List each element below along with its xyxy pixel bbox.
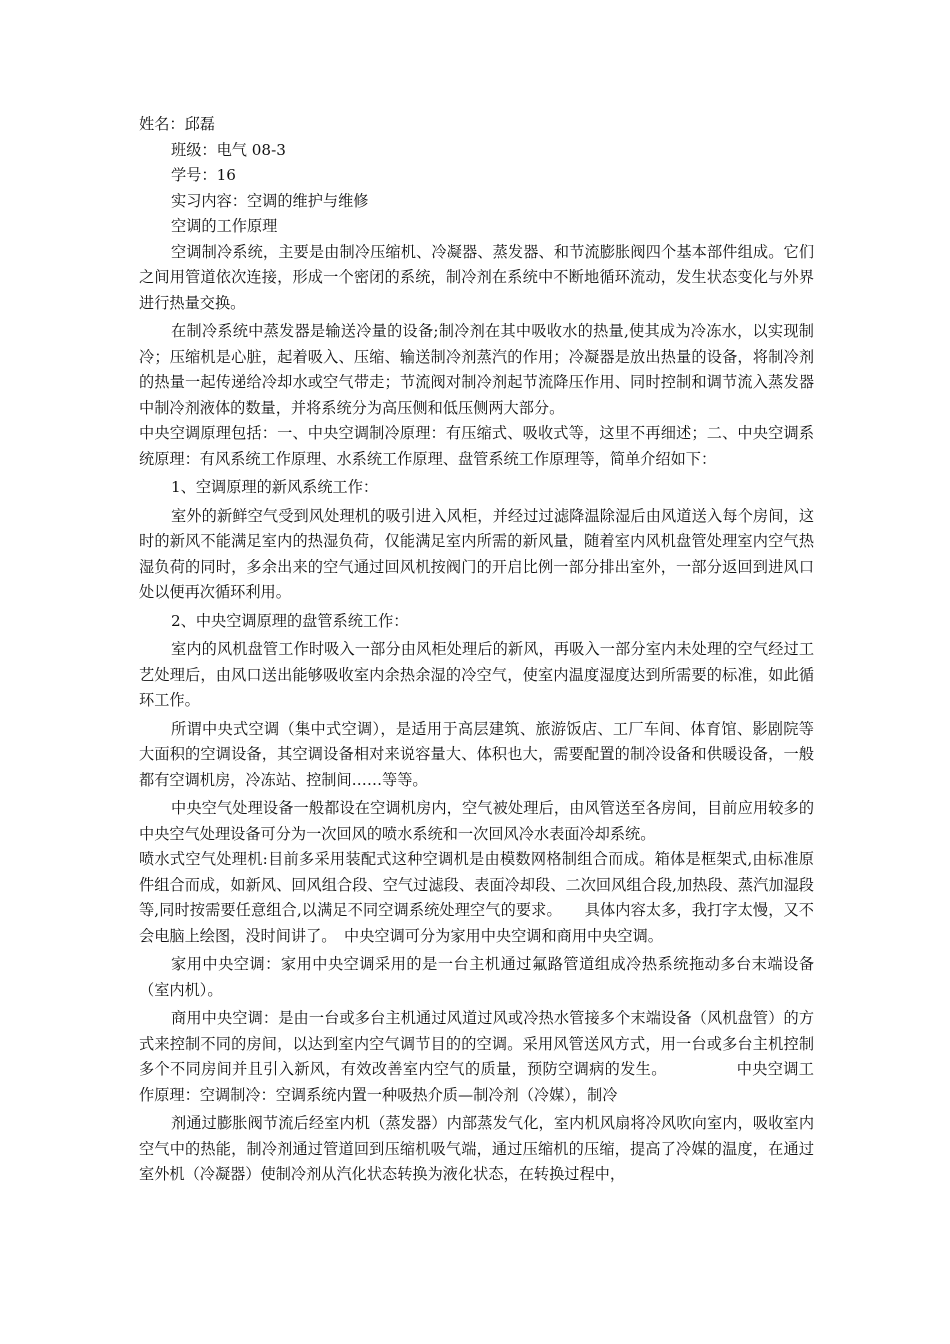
paragraph-refrigeration-system: 空调制冷系统，主要是由制冷压缩机、冷凝器、蒸发器、和节流膨胀阀四个基本部件组成。它们之间用管道依次连接，形成一个密闭的系统，制冷剂在系统中不断地循环流动，发生状态变化与外界进行热量交换。 [139,242,814,312]
student-class: 班级：电气 08-3 [171,140,286,159]
subheading-coil-system: 2、中央空调原理的盘管系统工作： [171,611,409,630]
paragraph-fresh-air: 室外的新鲜空气受到风处理机的吸引进入风柜，并经过过滤降温除湿后由风道送入每个房间，这时的新风不能满足室内的热湿负荷，仅能满足室内所需的新风量，随着室内风机盘管处理室内空气热湿负荷的同时，多余出来的空气通过回风机按阀门的开启比例一部分排出室外，一部分返回到进风口处以便再次循环利用。 [139,506,814,601]
paragraph-central-ac-principle: 中央空调原理包括：一、中央空调制冷原理：有压缩式、吸收式等，这里不再细述；二、中央空调系统原理：有风系统工作原理、水系统工作原理、盘管系统工作原理等，简单介绍如下： [139,424,814,468]
paragraph-air-handling: 中央空气处理设备一般都设在空调机房内，空气被处理后，由风管送至各房间，目前应用较多的中央空气处理设备可分为一次回风的喷水系统和一次回风冷水表面冷却系统。 [139,799,814,843]
internship-topic: 实习内容：空调的维护与维修 [171,191,369,210]
paragraph-commercial: 商用中央空调：是由一台或多台主机通过风道过风或冷热水管接多个末端设备（风机盘管）的方式来控制不同的房间，以达到室内空气调节目的的空调。采用风管送风方式，用一台或多台主机控制多个不同房间并且引入新风，有效改善室内空气的质量，预防空调病的发生。 中央空调工作原理：空调制冷：空调系统内置一种吸热介质—制冷剂（冷媒），制冷 [139,1009,814,1104]
student-name: 姓名：邱磊 [139,115,215,133]
section-title: 空调的工作原理 [171,217,278,235]
paragraph-coil-system: 室内的风机盘管工作时吸入一部分由风柜处理后的新风，再吸入一部分室内未处理的空气经过工艺处理后，由风口送出能够吸收室内余热余湿的冷空气，使室内温度湿度达到所需要的标准，如此循环工作。 [139,640,814,709]
paragraph-central-definition: 所谓中央式空调（集中式空调），是适用于高层建筑、旅游饭店、工厂车间、体育馆、影剧院等大面积的空调设备，其空调设备相对来说容量大、体积也大，需要配置的制冷设备和供暖设备，一般都有空调机房，冷冻站、控制间……等等。 [139,719,814,789]
paragraph-household: 家用中央空调：家用中央空调采用的是一台主机通过氟路管道组成冷热系统拖动多台末端设备（室内机）。 [139,955,814,999]
subheading-fresh-air: 1、空调原理的新风系统工作： [171,478,379,496]
student-id: 学号：16 [171,166,236,184]
paragraph-components: 在制冷系统中蒸发器是输送冷量的设备;制冷剂在其中吸收水的热量,使其成为冷冻水，以实现制冷；压缩机是心脏，起着吸入、压缩、输送制冷剂蒸汽的作用；冷凝器是放出热量的设备，将制冷剂的热量一起传递给冷却水或空气带走；节流阀对制冷剂起节流降压作用、同时控制和调节流入蒸发器中制冷剂液体的数量，并将系统分为高压侧和低压侧两大部分。 [139,322,814,417]
paragraph-spray-unit: 喷水式空气处理机:目前多采用装配式这种空调机是由模数网格制组合而成。箱体是框架式,由标准原件组合而成，如新风、回风组合段、空气过滤段、表面冷却段、二次回风组合段,加热段、蒸汽加湿段等,同时按需要任意组合,以满足不同空调系统处理空气的要求。 具体内容太多，我打字太慢，又不会电脑上绘图，没时间讲了。 中央空调可分为家用中央空调和商用中央空调。 [139,850,814,945]
paragraph-refrigerant-cycle: 剂通过膨胀阀节流后经室内机（蒸发器）内部蒸发气化，室内机风扇将冷风吹向室内，吸收室内空气中的热能，制冷剂通过管道回到压缩机吸气端，通过压缩机的压缩，提高了冷媒的温度，在通过室外机（冷凝器）使制冷剂从汽化状态转换为液化状态，在转换过程中， [139,1114,814,1183]
document-page [139,112,814,1188]
